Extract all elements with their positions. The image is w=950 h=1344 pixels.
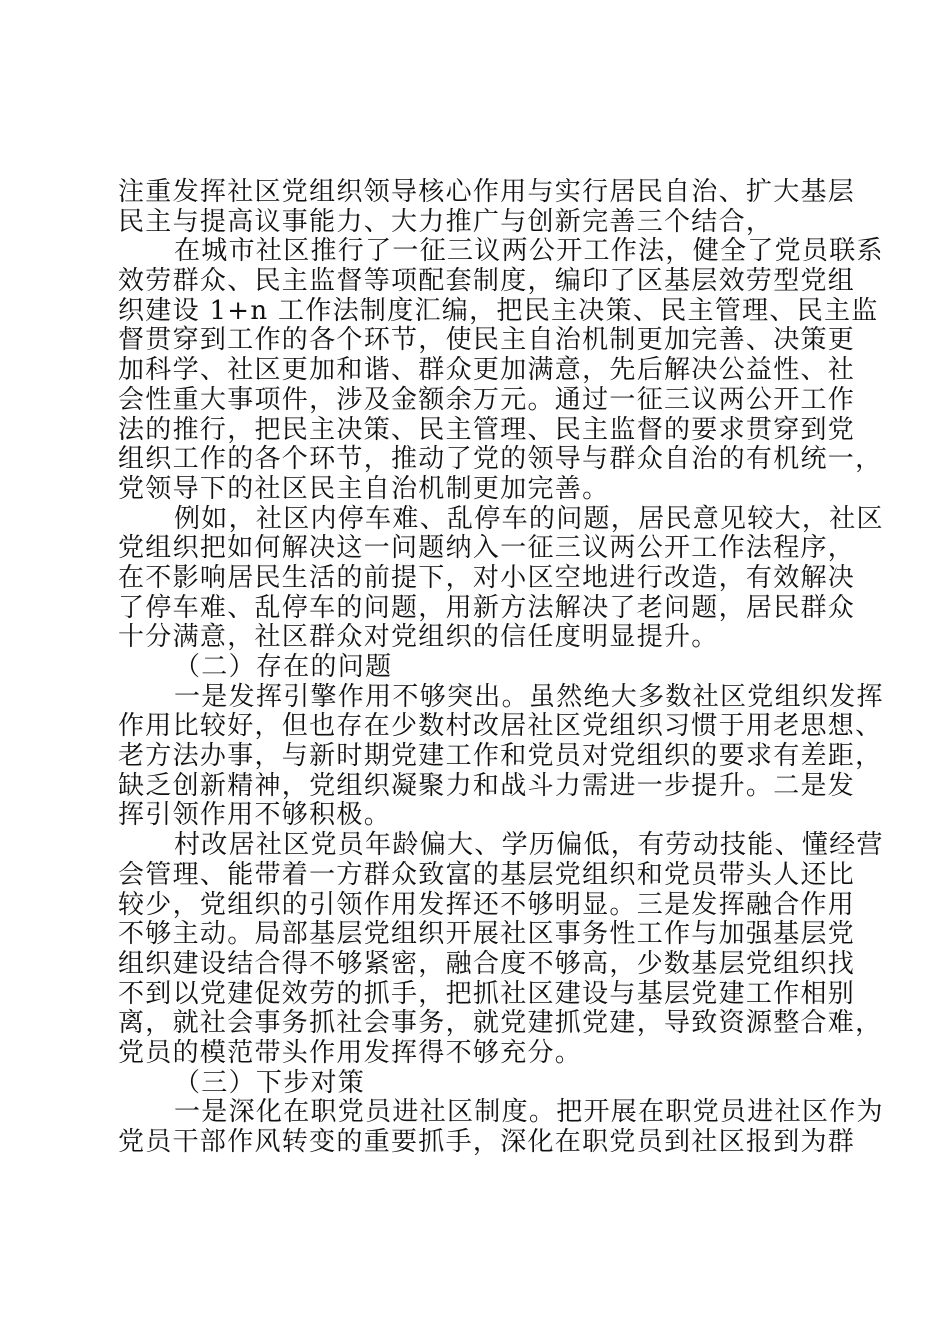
section-heading: （二）存在的问题 (174, 652, 393, 682)
text-line: 村改居社区党员年龄偏大、学历偏低，有劳动技能、懂经营 (174, 830, 884, 861)
text-line: 党员干部作风转变的重要抓手，深化在职党员到社区报到为群 (118, 1127, 856, 1157)
text-line: 党领导下的社区民主自治机制更加完善。 (118, 473, 610, 504)
text-line: 在不影响居民生活的前提下，对小区空地进行改造，有效解决 (118, 562, 856, 593)
text-line: 在城市社区推行了一征三议两公开工作法，健全了党员联系 (174, 236, 884, 267)
text-line: 十分满意，社区群众对党组织的信任度明显提升。 (118, 622, 719, 653)
text-line: 督贯穿到工作的各个环节，使民主自治机制更加完善、决策更 (118, 325, 856, 356)
text-line: 组织工作的各个环节，推动了党的领导与群众自治的有机统一， (118, 444, 883, 475)
text-line: 组织建设结合得不够紧密，融合度不够高，少数基层党组织找 (118, 948, 856, 979)
text-line: 不到以党建促效劳的抓手，把抓社区建设与基层党建工作相别 (118, 978, 856, 1009)
section-heading: （三）下步对策 (174, 1067, 366, 1098)
text-line: 效劳群众、民主监督等项配套制度，编印了区基层效劳型党组 (118, 266, 856, 297)
text-line: 织建设 1+n 工作法制度汇编，把民主决策、民主管理、民主监 (118, 295, 879, 326)
text-line: 党员的模范带头作用发挥得不够充分。 (118, 1037, 583, 1068)
document-page (118, 177, 884, 1158)
text-line: 会管理、能带着一方群众致富的基层党组织和党员带头人还比 (118, 859, 856, 890)
text-line: 法的推行，把民主决策、民主管理、民主监督的要求贯穿到党 (118, 414, 856, 445)
text-line: 缺乏创新精神，党组织凝聚力和战斗力需进一步提升。二是发 (118, 770, 856, 801)
text-line: 不够主动。局部基层党组织开展社区事务性工作与加强基层党 (118, 919, 856, 950)
text-line: 老方法办事，与新时期党建工作和党员对党组织的要求有差距， (118, 741, 883, 772)
text-line: 民主与提高议事能力、大力推广与创新完善三个结合， (118, 206, 774, 237)
text-line: 较少，党组织的引领作用发挥还不够明显。三是发挥融合作用 (118, 889, 856, 920)
text-line: 一是深化在职党员进社区制度。把开展在职党员进社区作为 (174, 1097, 884, 1128)
text-line: 挥引领作用不够积极。 (118, 800, 392, 831)
text-line: 加科学、社区更加和谐、群众更加满意，先后解决公益性、社 (118, 355, 856, 386)
text-line: 党组织把如何解决这一问题纳入一征三议两公开工作法程序， (118, 533, 856, 564)
text-line: 注重发挥社区党组织领导核心作用与实行居民自治、扩大基层 (118, 177, 856, 207)
text-line: 作用比较好，但也存在少数村改居社区党组织习惯于用老思想、 (118, 711, 883, 742)
text-line: 离，就社会事务抓社会事务，就党建抓党建，导致资源整合难， (118, 1008, 883, 1039)
text-line: 会性重大事项件，涉及金额余万元。通过一征三议两公开工作 (118, 384, 856, 415)
text-line: 一是发挥引擎作用不够突出。虽然绝大多数社区党组织发挥 (174, 681, 884, 712)
text-line: 例如，社区内停车难、乱停车的问题，居民意见较大，社区 (174, 503, 884, 534)
text-line: 了停车难、乱停车的问题，用新方法解决了老问题，居民群众 (118, 592, 856, 623)
